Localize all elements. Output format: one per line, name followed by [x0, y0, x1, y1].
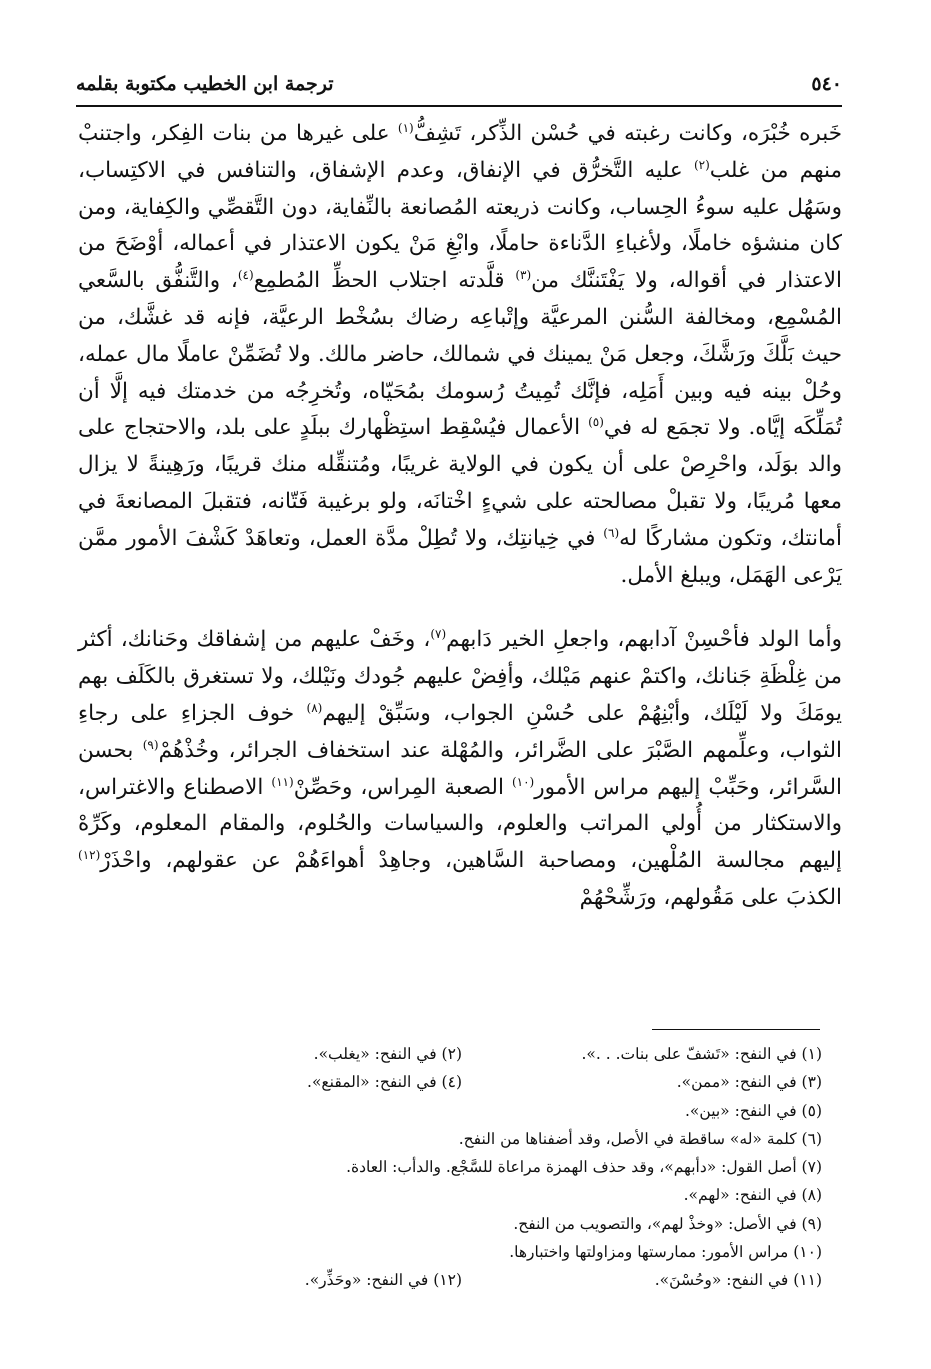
footnote-1: (١) في النفح: «تَشفّ على بنات. . .». — [581, 1045, 822, 1063]
footnote-row — [100, 1266, 822, 1294]
footnote-row — [100, 1040, 822, 1068]
footnote-ref-2[interactable]: (٢) — [693, 157, 710, 172]
footnote-ref-1[interactable]: (١) — [397, 120, 414, 135]
text-run: خوف الجزاءِ على رجاءِ الثواب، وعلِّمهم الصَّبْرَ على الضَّرائر، والمُهْلة عند استخفاف الجرائر، وخُذْهُمْ — [78, 700, 843, 763]
running-header — [76, 66, 842, 102]
footnote-ref-8[interactable]: (٨) — [306, 700, 323, 715]
footnote-10: (١٠) مراس الأمور: ممارستها ومزاولتها واختبارها. — [509, 1243, 822, 1262]
footnote-3: (٣) في النفح: «ممن». — [676, 1073, 822, 1092]
footnote-ref-11[interactable]: (١١) — [271, 774, 294, 789]
text-run: عليه التَّخرُّق في الإنفاق، وعدم الإشفاق، والتنافس في الاكتِساب، وسَهُل عليه سوءُ الحِساب، وكانت ذريعته المُصانعة بالنِّفاية، دون التَّقصِّي والكِفاية، ومن كان منشؤه خاملًا، ولأغباءِ الدَّناءة حاملًا، وابْغِ مَنْ يكون الاعتذار في أعماله، أوْضَحَ من الاعتذار في أقواله، ولا يَفْتَننَّك من — [78, 157, 843, 294]
footnote-row — [100, 1181, 822, 1209]
text-run: في خِيانتِك، ولا تُطِلْ مدَّة العمل، وتعاهَدْ كَشْفَ الأمور ممَّن يَرْعى الهَمَل، ويبلغ الأمل. — [78, 525, 842, 588]
footnote-5: (٥) في النفح: «بين». — [684, 1101, 822, 1120]
footnote-ref-10[interactable]: (١٠) — [511, 774, 535, 789]
paragraph-2 — [78, 622, 842, 916]
page-number: ٥٤٠ — [811, 73, 842, 95]
footnote-ref-5[interactable]: (٥) — [588, 415, 604, 430]
text-run: وأما الولد فأحْسِنْ آدابهم، واجعلِ الخير دَابهم — [446, 627, 842, 653]
footnote-7: (٧) أصل القول: «دأبهم»، وقد حذف الهمزة مراعاة للسَّجْع. والدأب: العادة. — [346, 1158, 822, 1177]
text-run: الاصطناع والاغتراس، والاستكثار من أُولي المراتب والعلوم، والسياسات والحُلوم، والمقام المعلوم، وكَرِّهْ إليهم مجالسة المُلْهين، ومصاحبة السَّاهين، وجاهِدْ أهواءَهُمْ عن عقولهم، واحْذَرْ — [78, 774, 842, 874]
text-run: خَبره خُبْرَه، وكانت رغبته في حُسْن الذِّكر، تَشِفُّ — [413, 121, 842, 146]
footnote-ref-3[interactable]: (٣) — [515, 268, 532, 283]
footnote-ref-4[interactable]: (٤) — [237, 268, 254, 283]
text-run: بحسن السَّرائر، وحَبِّبْ إليهم مراس الأمور — [78, 737, 842, 800]
header-rule — [76, 105, 842, 107]
footnote-6: (٦) كلمة «له» ساقطة في الأصل، وقد أضفناها من النفح. — [458, 1129, 822, 1148]
footnote-row — [100, 1068, 822, 1096]
footnote-row — [100, 1153, 822, 1181]
text-run: الكذبَ على مَقُولهم، ورَشِّحْهُمْ — [579, 884, 842, 910]
footnote-ref-12[interactable]: (١٢) — [78, 847, 101, 862]
footnotes — [100, 1040, 822, 1295]
footnote-row — [100, 1210, 822, 1238]
main-text — [78, 116, 842, 917]
text-run: ، والتَّنفُّق بالسَّعي المُسْمِع، ومخالفة السُّنن المرعيَّة وإتْباعِه رضاك بسُخْط الرعيَّة، فإنه قد غشَّك، من حيث بَلَّكَ ورَشَّكَ، وجعل مَنْ يمينك في شمالك، حاضر مالك. ولا تُضَمِّنْ عاملًا مال عمله، وحُلْ بينه فيه وبين أَمَلِه، فإنَّك تُمِيتُ رُسومك بمُحَيّاه، وتُخرِجُه من خدمتك فيه إلَّا أن تُمَلِّكَه إيَّاه. ولا تجمَع له في — [78, 268, 842, 441]
running-title: ترجمة ابن الخطيب مكتوبة بقلمه — [76, 73, 334, 95]
footnote-row — [100, 1097, 822, 1125]
footnote-row — [100, 1125, 822, 1153]
text-run: على غيرها من بنات الفِكر، واجتنبْ منهم من غلب — [78, 121, 842, 183]
footnote-11: (١١) في النفح: «وحُسْنَ». — [654, 1271, 822, 1290]
text-run: الأعمال فيُسْقِط استِظْهارك ببلَدٍ على بلد، والاحتجاج على والد بوَلَد، واحْرِصْ على أن يكون في الولاية غريبًا، ومُتنقِّله منك قريبًا، ورَهِينةً لا يزال معها مُريبًا، ولا تقبلْ مصالحته على شيءٍ اخْتانَه، ولو برغيبة فَتّانه، فتقبلَ المصانعةَ في أمانتك، وتكون مشاركًا له — [78, 415, 843, 551]
footnote-ref-7[interactable]: (٧) — [430, 627, 447, 642]
text-run: الصعبة المِراس، وحَصِّنْ — [293, 774, 512, 800]
footnote-ref-6[interactable]: (٦) — [603, 525, 620, 540]
footnote-rule — [652, 1029, 820, 1030]
text-run: قلَّدته اجتلاب الحظِّ المُطمِع — [253, 268, 516, 294]
footnote-8: (٨) في النفح: «لهم». — [683, 1186, 822, 1205]
paragraph-1 — [78, 116, 842, 594]
footnote-row — [100, 1238, 822, 1266]
footnote-9: (٩) في الأصل: «وخذْ لهم»، والتصويب من النفح. — [513, 1214, 822, 1233]
footnote-ref-9[interactable]: (٩) — [142, 737, 159, 752]
footnote-12: (١٢) في النفح: «وحَذِّر». — [304, 1271, 462, 1290]
text-run: ، وخَفْ عليهم من إشفاقك وحَنانك، أكثر من غِلْظَةِ جَنانك، واكتمْ عنهم مَيْلك، وأفِضْ عليهم جُودك ونَيْلك، ولا تستغرق بالكَلَف بهم يومَكَ ولا لَيْلَك، وأبْنِهُمْ على حُسْنِ الجواب، وسَبِّقْ إليهم — [78, 627, 842, 726]
footnote-2: (٢) في النفح: «يغلب». — [313, 1045, 462, 1063]
footnote-4: (٤) في النفح: «المقنع». — [307, 1073, 462, 1092]
